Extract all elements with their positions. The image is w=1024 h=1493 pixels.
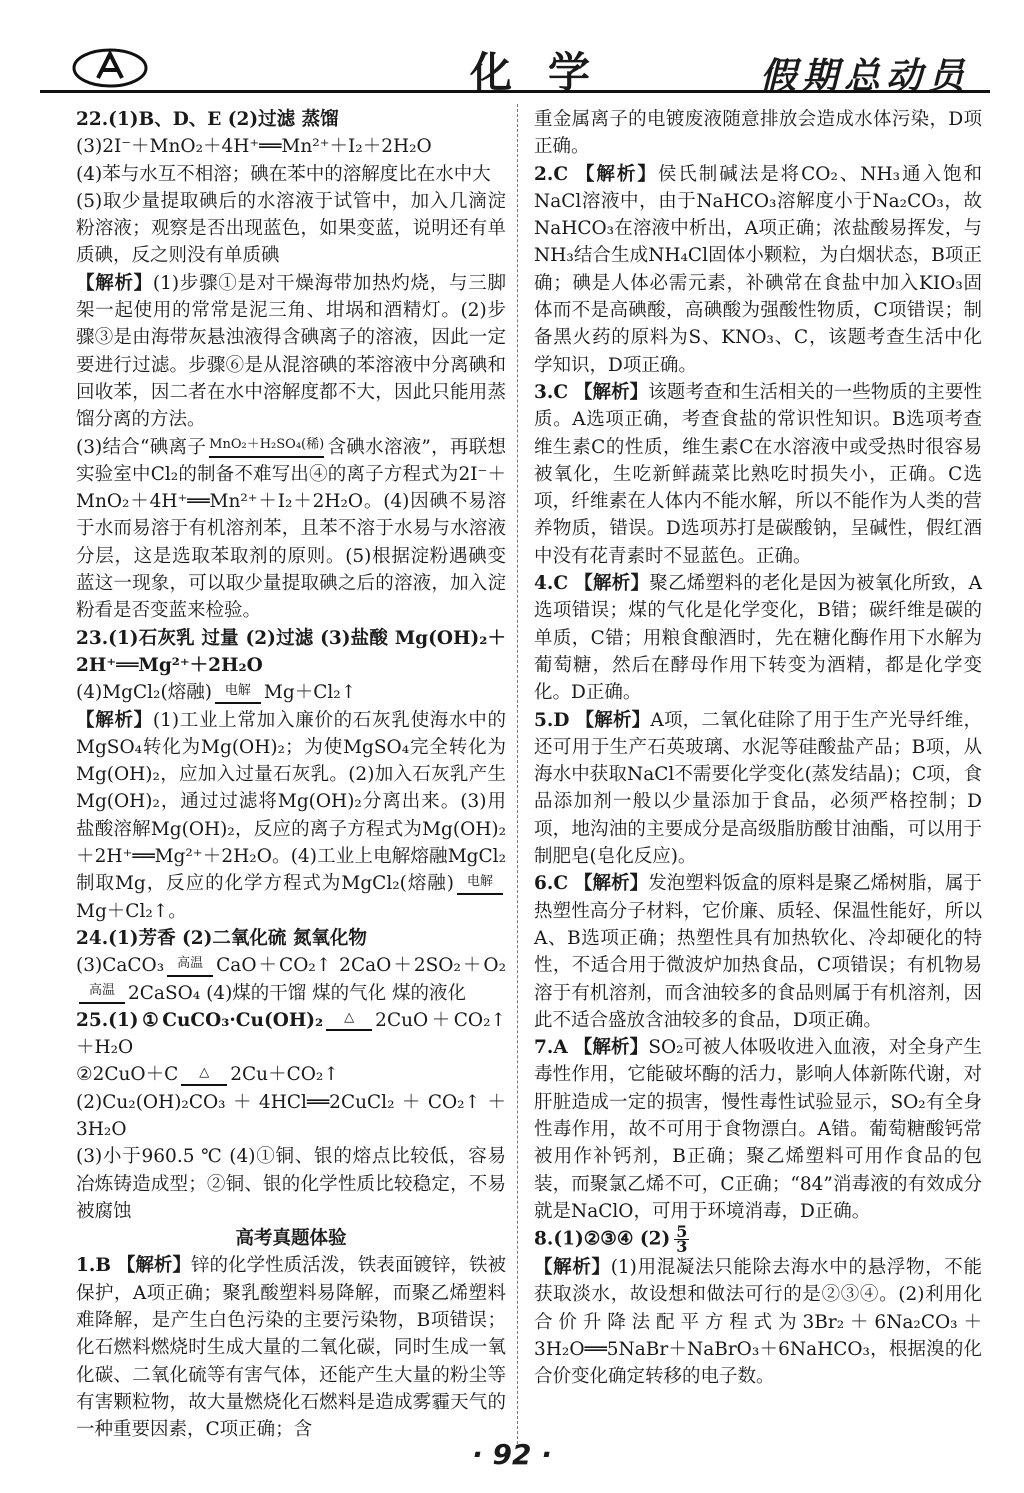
q24-line-2	[76, 952, 506, 1007]
arrow-line	[167, 972, 213, 977]
reaction-arrow	[326, 1010, 372, 1031]
q24-line-2b: CaO＋CO₂↑ 2CaO＋2SO₂＋O₂	[216, 955, 506, 977]
arrow-condition: MnO₂＋H₂SO₄(稀)	[209, 437, 325, 453]
reaction-arrow	[79, 983, 125, 1004]
arrow-condition: 高温	[177, 955, 204, 971]
q23-analysis-end: Mg＋Cl₂↑。	[76, 900, 187, 922]
analysis-tag: 【解析】	[76, 272, 153, 294]
analysis-tag: 【解析】	[575, 709, 651, 731]
q24-line-1: 24.(1)芳香 (2)二氧化硫 氮氧化物	[76, 927, 367, 949]
q22-analysis-2b: 含碘水溶液”，再联想实验室中Cl₂的制备不难写出④的离子方程式为2I⁻＋MnO₂＋4H⁺══Mn²⁺＋I₂＋2H₂O。(4)因碘不易溶于水而易溶于有机溶剂苯，且苯不溶于水易与水溶液分层，这是选取苯取剂的原则。(5)根据淀粉遇碘变蓝这一现象，可以取少量提取碘之后的溶液，加入淀粉看是否变蓝来检验。	[76, 436, 506, 622]
page-header	[40, 36, 990, 100]
gk2-head: 2.C	[534, 163, 569, 185]
gk8-text: (1)用混凝法只能除去海水中的悬浮物，不能获取淡水，故设想和做法可行的是②③④。(2)利用化合价升降法配平方程式为3Br₂＋6Na₂CO₃＋3H₂O══5NaBr＋NaBrO₃＋6NaHCO₃，根据溴的化合价变化确定转移的电子数。	[534, 1257, 982, 1388]
q22-analysis-text: (1)步骤①是对干燥海带加热灼烧，与三脚架一起使用的常常是泥三角、坩埚和酒精灯。(2)步骤③是由海带灰悬浊液得含碘离子的溶液，因此一定要进行过滤。步骤⑥是从混溶碘的苯溶液中分离碘和回收苯，因二者在水中溶解度都不大，因此只能用蒸馏分离的方法。	[76, 272, 506, 431]
column-divider	[517, 104, 518, 1444]
q22-analysis-2	[76, 434, 506, 625]
analysis-tag: 【解析】	[573, 873, 649, 895]
q22-line-1: 22.(1)B、D、E (2)过滤 蒸馏	[76, 109, 339, 130]
gk6-head: 6.C	[534, 873, 569, 895]
gk4-head: 4.C	[534, 573, 569, 595]
arrow-condition: 电解	[224, 682, 251, 698]
brand-title: 假期总动员	[759, 56, 970, 97]
arrow-condition: 高温	[88, 983, 115, 998]
reaction-arrow	[167, 956, 213, 977]
gk1-head: 1.B	[76, 1255, 111, 1277]
q25-line-1	[76, 1007, 506, 1062]
left-column	[76, 106, 506, 1444]
right-column	[534, 106, 982, 1391]
q23-line-2a: (4)MgCl₂(熔融)	[76, 682, 212, 704]
q23-line-2b: Mg＋Cl₂↑	[263, 682, 357, 704]
publisher-logo	[70, 46, 150, 90]
gk3	[534, 379, 982, 570]
q22-analysis	[76, 270, 506, 434]
arrow-line	[457, 890, 503, 895]
gk8-analysis	[534, 1254, 982, 1390]
gk7-text: SO₂可被人体吸收进入血液，对全身产生毒性作用，它能破坏酶的活力，影响人体新陈代谢，对肝脏造成一定的损害，慢性毒性试验显示，SO₂有全身性毒作用，故不可用于食物漂白。A错。葡萄糖酸钙常被用作补钙剂，B正确；聚乙烯塑料可用作食品的包装，而聚氯乙烯不可，C正确；“84”消毒液的有效成分就是NaClO，可用于环境消毒，D正确。	[534, 1037, 982, 1222]
gk3-text: 该题考查和生活相关的一些物质的主要性质。A选项正确，考查食盐的常识性知识。B选项考查维生素C的性质，维生素C在水溶液中或受热时很容易被氧化，生吃新鲜蔬菜比熟吃时损失小，正确。C选项，纤维素在人体内不能水解，所以不能作为人类的营养物质，错误。D选项苏打是碳酸钠，呈碱性，假红酒中没有花青素时不显蓝色。正确。	[534, 381, 982, 567]
gk8-head	[534, 1222, 982, 1257]
analysis-tag: 【解析】	[573, 1037, 649, 1059]
gk8-head-text: 8.(1)②③④ (2)	[534, 1228, 671, 1250]
q23-analysis-text: (1)工业上常加入廉价的石灰乳使海水中的MgSO₄转化为Mg(OH)₂；为使MgSO₄完全转化为Mg(OH)₂，应加入过量石灰乳。(2)加入石灰乳产生Mg(OH)₂，通过过滤将Mg(OH)₂分离出来。(3)用盐酸溶解Mg(OH)₂，反应的离子方程式为Mg(OH)₂＋2H⁺══Mg²⁺＋2H₂O。(4)工业上电解熔融MgCl₂制取Mg，反应的化学方程式为MgCl₂(熔融)	[76, 709, 506, 895]
q25-line-2b: 2Cu＋CO₂↑	[230, 1064, 339, 1086]
arrow-condition: △	[199, 1064, 210, 1080]
analysis-tag: 【解析】	[76, 709, 153, 731]
fraction-denominator: 3	[676, 1237, 688, 1257]
q23-line-2	[76, 679, 506, 706]
subject-title: 化学	[470, 48, 627, 97]
q22-line-2: (3)2I⁻＋MnO₂＋4H⁺══Mn²⁺＋I₂＋2H₂O	[76, 136, 432, 158]
q24-line-2a: (3)CaCO₃	[76, 955, 165, 977]
gk4	[534, 570, 982, 706]
reaction-arrow	[457, 874, 503, 895]
gk3-head: 3.C	[534, 381, 569, 403]
q25-line-4: (3)小于960.5 ℃ (4)①铜、银的熔点比较低，容易冶炼铸造成型；②铜、银的化学性质比较稳定，不易被腐蚀	[76, 1146, 506, 1222]
gk7	[534, 1034, 982, 1225]
q22-analysis-2a: (3)结合“碘离子	[76, 436, 207, 458]
gk1	[76, 1252, 506, 1443]
q23-line-1: 23.(1)石灰乳 过量 (2)过滤 (3)盐酸 Mg(OH)₂＋2H⁺══Mg²⁺＋2H₂O	[76, 627, 506, 676]
page-number: · 92 ·	[472, 1438, 552, 1471]
analysis-tag: 【解析】	[116, 1255, 191, 1277]
gk1-text: 锌的化学性质活泼，铁表面镀锌，铁被保护，A项正确；聚乳酸塑料易降解，而聚乙烯塑料难降解，是产生白色污染的主要污染物，B项错误；化石燃料燃烧时生成大量的二氧化碳，同时生成一氧化碳、二氧化硫等有害气体，还能产生大量的粉尘等有害颗粒物，故大量燃烧化石燃料是造成雾霾天气的一种重要因素，C项正确；含	[76, 1255, 506, 1441]
q25-line-1a: 25.(1)①CuCO₃·Cu(OH)₂	[76, 1009, 324, 1031]
reaction-arrow	[181, 1065, 227, 1086]
gk6	[534, 870, 982, 1034]
q22-line-4: (5)取少量提取碘后的水溶液于试管中，加入几滴淀粉溶液；观察是否出现蓝色，如果变蓝，说明还有单质碘，反之则没有单质碘	[76, 190, 506, 267]
q25-line-2	[76, 1061, 506, 1088]
arrow-condition: △	[344, 1010, 355, 1026]
section-title: 高考真题体验	[235, 1228, 347, 1250]
fraction-numerator: 5	[676, 1222, 688, 1242]
analysis-tag: 【解析】	[534, 1257, 611, 1279]
arrow-line	[326, 1026, 372, 1031]
analysis-tag: 【解析】	[575, 163, 658, 185]
q25-line-1b: 2CuO＋CO₂↑＋H₂O	[76, 1009, 506, 1059]
gk5	[534, 707, 982, 871]
q22-line-3: (4)苯与水互不相溶；碘在苯中的溶解度比在水中大	[76, 163, 491, 185]
analysis-tag: 【解析】	[573, 381, 649, 403]
header-rule	[40, 90, 990, 93]
arrow-condition: 电解	[466, 873, 493, 889]
gk6-text: 发泡塑料饭盒的原料是聚乙烯树脂，属于热塑性高分子材料，它价廉、质轻、保温性能好，所以A、B选项正确；热塑性具有加热软化、冷却硬化的特性，不适合用于微波炉加热食品，C项错误；有机物易溶于有机溶剂，而含油较多的食品则属于有机溶剂，因此不适合盛放含油较多的食品，D项正确。	[534, 873, 982, 1031]
gk5-head: 5.D	[534, 709, 570, 731]
q25-line-2a: ②2CuO＋C	[76, 1064, 179, 1086]
arrow-line	[209, 453, 324, 458]
gk2-text: 侯氏制碱法是将CO₂、NH₃通入饱和NaCl溶液中，由于NaHCO₃溶解度小于Na₂CO₃，故NaHCO₃在溶液中析出，A项正确；浓盐酸易挥发，与NH₃结合生成NH₄Cl固体小颗粒，为白烟状态，B项正确；碘是人体必需元素，补碘常在食盐中加入KIO₃固体而不是高碘酸，高碘酸为强酸性物质，C项错误；制备黑火药的原料为S、KNO₃、C，该题考查生活中化学知识，D项正确。	[534, 163, 982, 376]
reaction-arrow	[209, 437, 324, 458]
gk2	[534, 161, 982, 379]
arrow-line	[215, 699, 261, 704]
analysis-tag: 【解析】	[574, 573, 650, 595]
gk5-text: A项，二氧化硅除了用于生产光导纤维，还可用于生产石英玻璃、水泥等硅酸盐产品；B项，从海水中获取NaCl不需要化学变化(蒸发结晶)；C项，食品添加剂一般以少量添加于食品，必须严格控制；D项，地沟油的主要成分是高级脂肪酸甘油酯，可以用于制肥皂(皂化反应)。	[534, 709, 982, 868]
gk1-continued: 重金属离子的电镀废液随意排放会造成水体污染，D项正确。	[534, 109, 982, 158]
q25-line-3: (2)Cu₂(OH)₂CO₃＋4HCl══2CuCl₂＋CO₂↑＋3H₂O	[76, 1091, 506, 1140]
gk7-head: 7.A	[534, 1037, 568, 1059]
fraction	[674, 1222, 689, 1257]
gk4-text: 聚乙烯塑料的老化是因为被氧化所致，A选项错误；煤的气化是化学变化，B错；碳纤维是碳的单质，C错；用粮食酿酒时，先在糖化酶作用下水解为葡萄糖，然后在酵母作用下转变为酒精，都是化学变化。D正确。	[534, 573, 982, 704]
arrow-line	[181, 1081, 227, 1086]
reaction-arrow	[215, 683, 261, 704]
q24-line-2c: 2CaSO₄ (4)煤的干馏 煤的气化 煤的液化	[128, 982, 467, 1004]
arrow-line	[79, 999, 125, 1004]
q23-analysis	[76, 707, 506, 925]
